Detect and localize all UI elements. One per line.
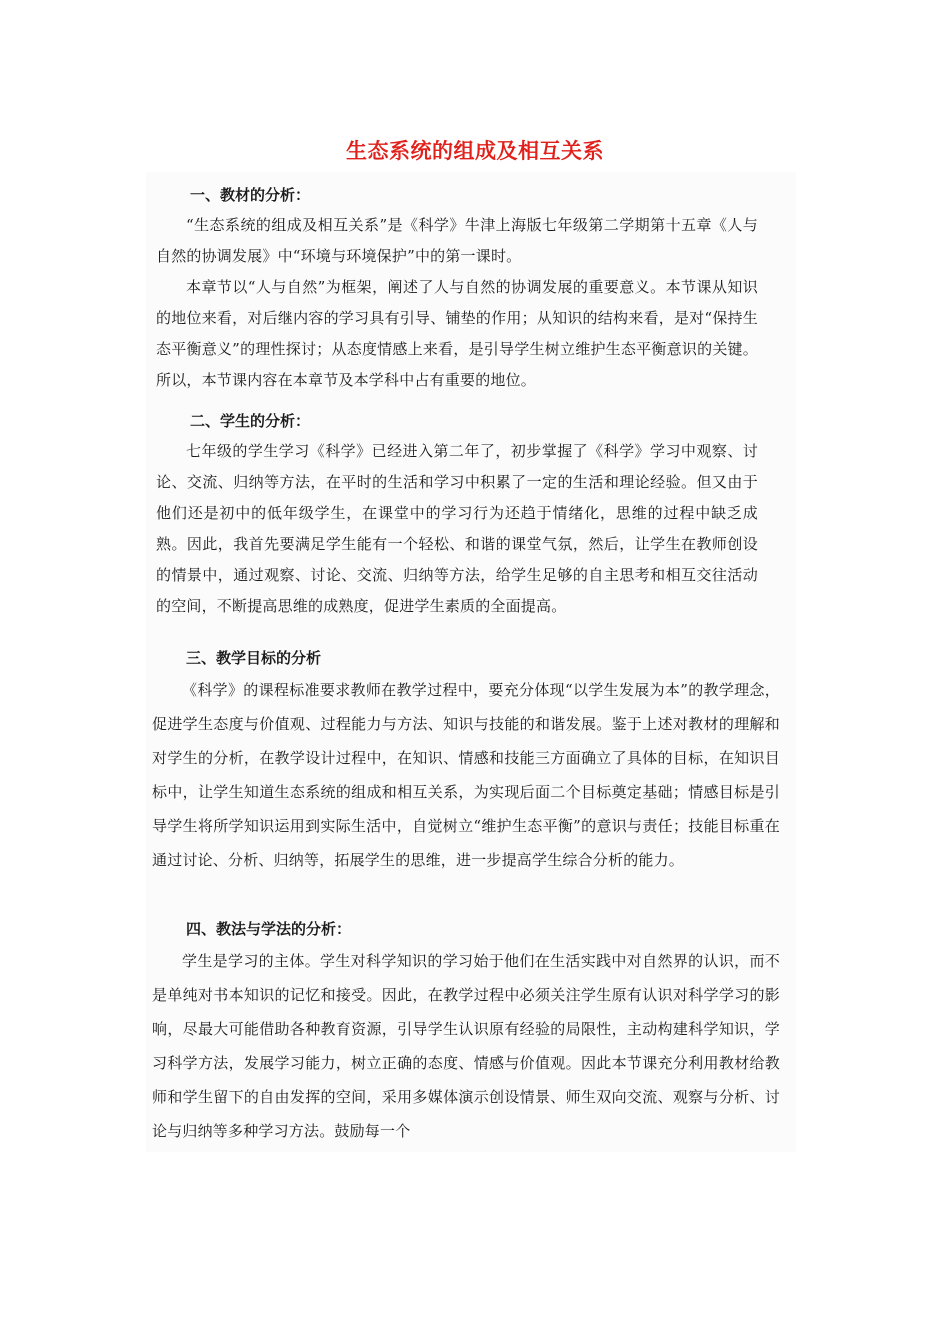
section-teaching-objectives	[152, 643, 780, 877]
section-heading: 一、教材的分析：	[190, 186, 311, 204]
paragraph: 七年级的学生学习《科学》已经进入第二年了，初步掌握了《科学》学习中观察、讨论、交流、归纳等方法，在平时的生活和学习中积累了一定的生活和理论经验。但又由于他们还是初中的低年级学生，在课堂中的学习行为还趋于情绪化，思维的过程中缺乏成熟。因此，我首先要满足学生能有一个轻松、和谐的课堂气氛，然后，让学生在教师创设的情景中，通过观察、讨论、交流、归纳等方法，给学生足够的自主思考和相互交往活动的空间，不断提高思维的成熟度，促进学生素质的全面提高。	[156, 442, 758, 615]
section-student-analysis	[156, 406, 758, 622]
paragraph: “生态系统的组成及相互关系”是《科学》牛津上海版七年级第二学期第十五章《人与自然的协调发展》中“环境与环境保护”中的第一课时。	[156, 216, 758, 265]
section-heading: 二、学生的分析：	[190, 412, 311, 430]
section-teaching-methods	[152, 914, 780, 1148]
paragraph: 学生是学习的主体。学生对科学知识的学习始于他们在生活实践中对自然界的认识，而不是单纯对书本知识的记忆和接受。因此，在教学过程中必须关注学生原有认识对科学学习的影响，尽最大可能借助各种教育资源，引导学生认识原有经验的局限性，主动构建科学知识，学习科学方法，发展学习能力，树立正确的态度、情感与价值观。因此本节课充分利用教材给教师和学生留下的自由发挥的空间，采用多媒体演示创设情景、师生双向交流、观察与分析、讨论与归纳等多种学习方法。鼓励每一个	[152, 952, 780, 1140]
section-textbook-analysis	[156, 180, 758, 396]
paragraph: 《科学》的课程标准要求教师在教学过程中，要充分体现“以学生发展为本”的教学理念，促进学生态度与价值观、过程能力与方法、知识与技能的和谐发展。鉴于上述对教材的理解和对学生的分析，在教学设计过程中，在知识、情感和技能三方面确立了具体的目标，在知识目标中，让学生知道生态系统的组成和相互关系，为实现后面二个目标奠定基础；情感目标是引导学生将所学知识运用到实际生活中，自觉树立“维护生态平衡”的意识与责任；技能目标重在通过讨论、分析、归纳等，拓展学生的思维，进一步提高学生综合分析的能力。	[152, 681, 780, 869]
paragraph: 本章节以“人与自然”为框架，阐述了人与自然的协调发展的重要意义。本节课从知识的地位来看，对后继内容的学习具有引导、铺垫的作用；从知识的结构来看，是对“保持生态平衡意义”的理性探讨；从态度情感上来看，是引导学生树立维护生态平衡意识的关键。所以，本节课内容在本章节及本学科中占有重要的地位。	[156, 278, 758, 389]
section-heading: 四、教法与学法的分析：	[186, 920, 352, 938]
section-heading: 三、教学目标的分析	[186, 649, 322, 667]
document-title: 生态系统的组成及相互关系	[346, 138, 604, 163]
